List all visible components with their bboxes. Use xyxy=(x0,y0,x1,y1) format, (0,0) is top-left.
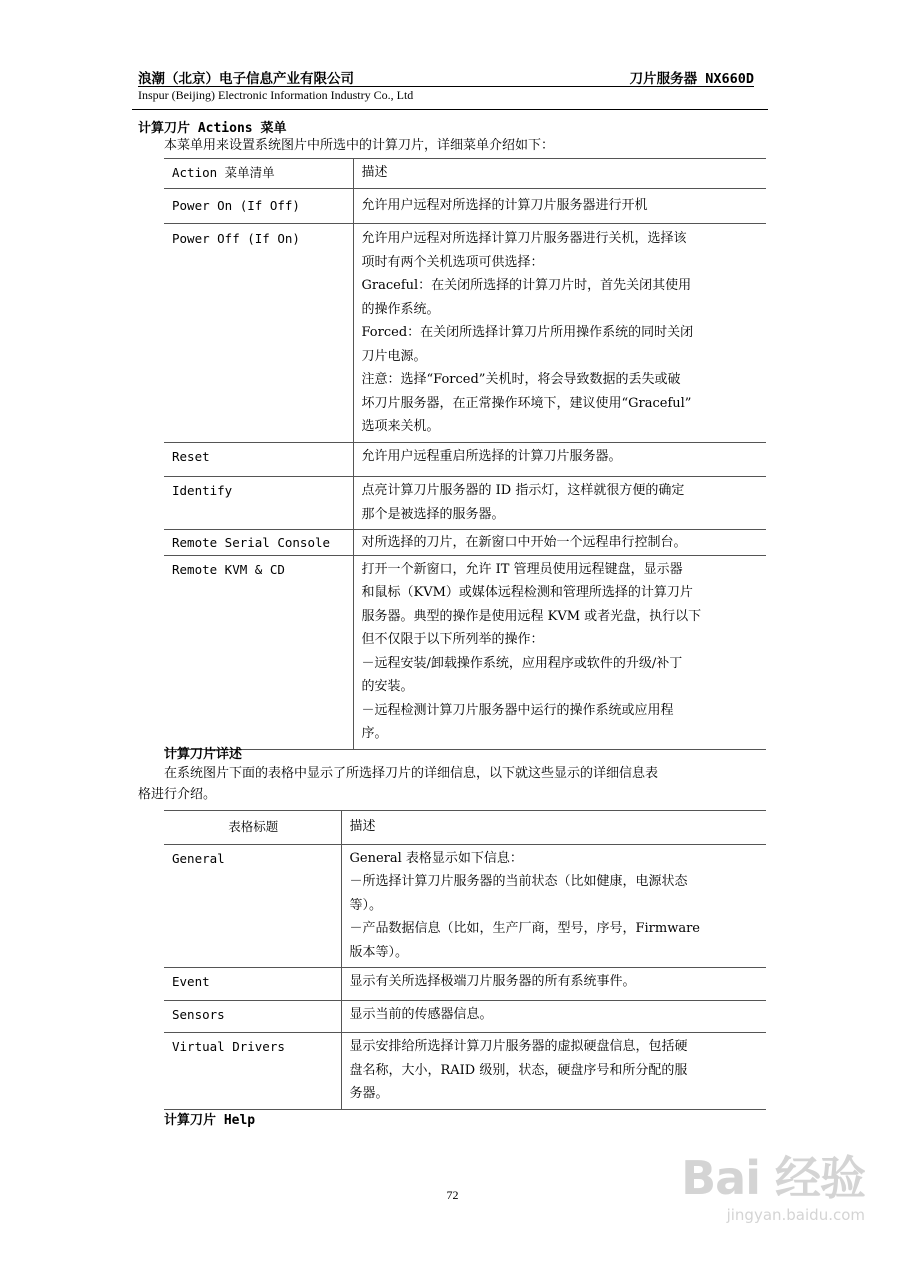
table-header-row xyxy=(164,811,766,845)
column-header: 描述 xyxy=(353,159,766,189)
section-intro-actions: 本菜单用来设置系统图片中所选中的计算刀片，详细菜单介绍如下： xyxy=(164,138,555,153)
action-description: 允许用户远程对所选择计算刀片服务器进行关机，选择该 项时有两个关机选项可供选择： Graceful：在关闭所选择的计算刀片时，首先关闭其使用 的操作系统。 Forced：在关闭所选择计算刀片所用操作系统的同时关闭 刀片电源。 注意：选择“Forced”关机时，将会导致数据的丢失或破 坏刀片服务器，在正常操作环境下，建议使用“Graceful” 选项来关机。 xyxy=(353,224,766,443)
action-name: Reset xyxy=(164,442,353,477)
table-row xyxy=(164,1000,766,1033)
section-title-actions: 计算刀片 Actions 菜单 xyxy=(138,121,287,136)
details-table xyxy=(164,810,766,1110)
column-header: 表格标题 xyxy=(164,811,341,845)
action-name: Power On (If Off) xyxy=(164,188,353,224)
watermark-logo: Bai 经验 xyxy=(681,1151,865,1205)
table-row xyxy=(164,442,766,477)
action-description: 允许用户远程对所选择的计算刀片服务器进行开机 xyxy=(353,188,766,224)
page-number: 72 xyxy=(446,1188,459,1202)
company-name-cn: 浪潮（北京）电子信息产业有限公司 xyxy=(138,71,354,87)
action-name: Power Off (If On) xyxy=(164,224,353,443)
section-title-details: 计算刀片详述 xyxy=(164,747,243,762)
watermark-url: jingyan.baidu.com xyxy=(726,1206,865,1224)
company-name-en: Inspur (Beijing) Electronic Information Industry Co., Ltd xyxy=(138,88,414,102)
column-header: 描述 xyxy=(341,811,766,845)
table-title-name: Sensors xyxy=(164,1000,341,1033)
product-name: 刀片服务器 NX660D xyxy=(629,71,754,87)
table-row xyxy=(164,555,766,749)
table-row xyxy=(164,1033,766,1110)
table-title-name: General xyxy=(164,844,341,968)
table-header-row xyxy=(164,159,766,189)
table-row xyxy=(164,224,766,443)
action-description: 点亮计算刀片服务器的 ID 指示灯，这样就很方便的确定 那个是被选择的服务器。 xyxy=(353,477,766,530)
table-title-description: 显示有关所选择极端刀片服务器的所有系统事件。 xyxy=(341,968,766,1001)
table-title-name: Event xyxy=(164,968,341,1001)
action-description: 对所选择的刀片，在新窗口中开始一个远程串行控制台。 xyxy=(353,530,766,556)
watermark xyxy=(681,1152,865,1224)
table-row xyxy=(164,477,766,530)
action-description: 打开一个新窗口，允许 IT 管理员使用远程键盘，显示器 和鼠标（KVM）或媒体远程检测和管理所选择的计算刀片 服务器。典型的操作是使用远程 KVM 或者光盘，执行以下 但不仅限于以下所列举的操作： －远程安装/卸载操作系统，应用程序或软件的升级/补丁 的安装。 －远程检测计算刀片服务器中运行的操作系统或应用程 序。 xyxy=(353,555,766,749)
header-divider xyxy=(132,109,768,110)
action-description: 允许用户远程重启所选择的计算刀片服务器。 xyxy=(353,442,766,477)
table-row xyxy=(164,844,766,968)
table-title-description: 显示当前的传感器信息。 xyxy=(341,1000,766,1033)
table-title-description: General 表格显示如下信息： －所选择计算刀片服务器的当前状态（比如健康，电源状态 等）。 －产品数据信息（比如，生产厂商，型号，序号，Firmware 版本等）。 xyxy=(341,844,766,968)
actions-table xyxy=(164,158,766,750)
table-row xyxy=(164,530,766,556)
action-name: Remote Serial Console xyxy=(164,530,353,556)
action-name: Remote KVM & CD xyxy=(164,555,353,749)
table-row xyxy=(164,968,766,1001)
column-header: Action 菜单清单 xyxy=(164,159,353,189)
table-row xyxy=(164,188,766,224)
section-intro-details-line1: 在系统图片下面的表格中显示了所选择刀片的详细信息，以下就这些显示的详细信息表 xyxy=(164,766,659,781)
page-header xyxy=(138,67,754,87)
section-intro-details-line2: 格进行介绍。 xyxy=(138,787,217,802)
table-title-name: Virtual Drivers xyxy=(164,1033,341,1110)
action-name: Identify xyxy=(164,477,353,530)
table-title-description: 显示安排给所选择计算刀片服务器的虚拟硬盘信息，包括硬 盘名称，大小，RAID 级别，状态，硬盘序号和所分配的服 务器。 xyxy=(341,1033,766,1110)
header-rule xyxy=(138,86,754,87)
section-title-help: 计算刀片 Help xyxy=(164,1113,256,1128)
